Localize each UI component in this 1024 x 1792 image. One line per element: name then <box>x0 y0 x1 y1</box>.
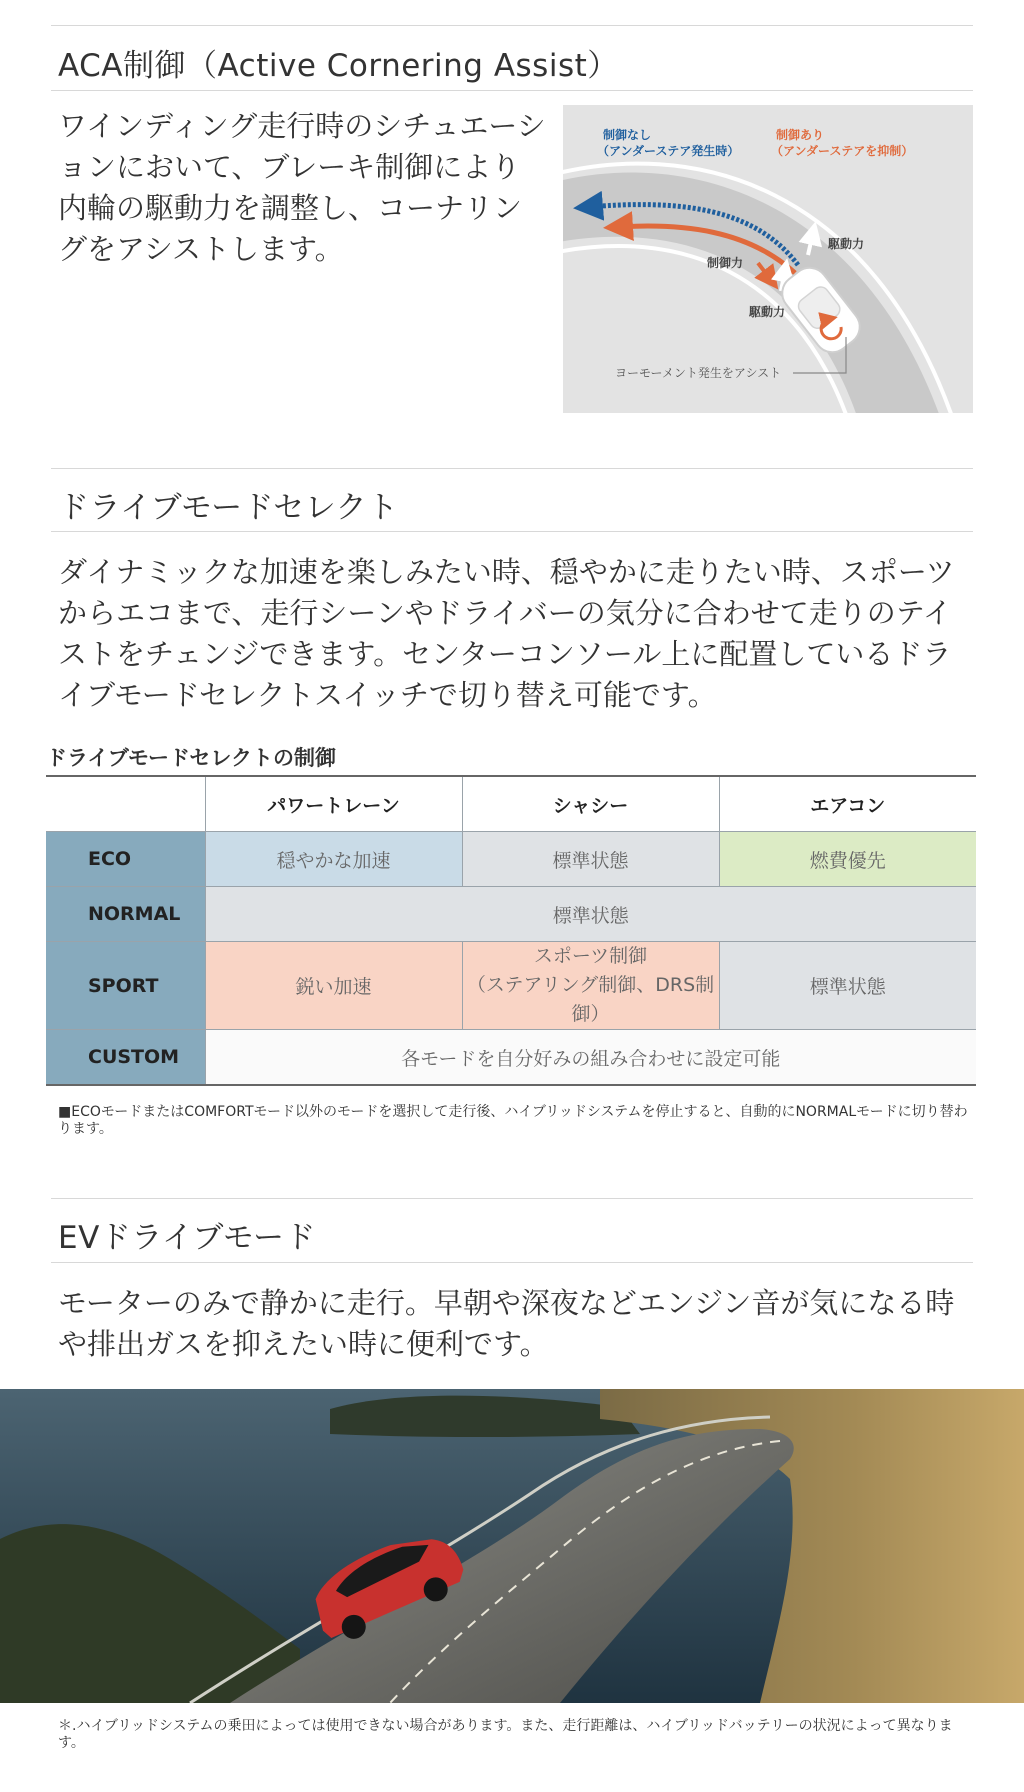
cell-sport-chassis-line2: （ステアリング制御、DRS制御） <box>466 974 715 1025</box>
table-corner-cell <box>46 776 205 832</box>
label-with-control-sub: （アンダーステアを抑制） <box>771 144 914 158</box>
label-drive-force-bottom: 駆動力 <box>749 305 786 319</box>
cell-custom-all: 各モードを自分好みの組み合わせに設定可能 <box>205 1030 976 1086</box>
drive-mode-table <box>46 775 976 1086</box>
ev-footnote: ＊.ハイブリッドシステムの乗田によっては使用できない場合があります。また、走行距離は、ハイブリッドバッテリーの状況によって異なります。 <box>58 1718 953 1751</box>
table-header-row <box>46 776 976 832</box>
divider <box>51 90 973 91</box>
divider <box>51 1262 973 1263</box>
aca-diagram <box>563 105 973 413</box>
label-control-force: 制御力 <box>707 256 744 270</box>
table-row <box>46 832 976 887</box>
table-row <box>46 942 976 1030</box>
section-heading-ev-mode: EVドライブモード <box>58 1220 316 1256</box>
cell-eco-chassis: 標準状態 <box>462 832 719 887</box>
label-drive-force-top: 駆動力 <box>828 237 865 251</box>
column-header-powertrain: パワートレーン <box>205 776 462 832</box>
cell-sport-powertrain: 鋭い加速 <box>205 942 462 1030</box>
row-header-normal: NORMAL <box>46 887 205 942</box>
cell-sport-chassis-line1: スポーツ制御 <box>533 945 648 967</box>
section-heading-drive-mode: ドライブモードセレクト <box>58 490 399 526</box>
label-yaw-assist: ヨーモーメント発生をアシスト <box>615 366 782 380</box>
coastal-road-photo <box>0 1389 1024 1703</box>
column-header-aircon: エアコン <box>719 776 976 832</box>
table-row <box>46 887 976 942</box>
column-header-chassis: シャシー <box>462 776 719 832</box>
coastal-road-photo-svg <box>0 1389 1024 1703</box>
cell-sport-chassis <box>462 942 719 1030</box>
label-without-control-sub: （アンダーステア発生時） <box>597 144 740 158</box>
cell-normal-all: 標準状態 <box>205 887 976 942</box>
table-title: ドライブモードセレクトの制御 <box>46 746 337 770</box>
label-with-control: 制御あり <box>776 128 825 142</box>
divider <box>51 468 973 469</box>
row-header-custom: CUSTOM <box>46 1030 205 1086</box>
row-header-sport: SPORT <box>46 942 205 1030</box>
ev-mode-description: モーターのみで静かに走行。早朝や深夜などエンジン音が気になる時や排出ガスを抑えたい時に便利です。 <box>58 1286 955 1361</box>
divider <box>51 531 973 532</box>
divider <box>51 25 973 26</box>
divider <box>51 1198 973 1199</box>
table-row <box>46 1030 976 1086</box>
cell-sport-aircon: 標準状態 <box>719 942 976 1030</box>
label-without-control: 制御なし <box>603 128 652 142</box>
drive-mode-description: ダイナミックな加速を楽しみたい時、穏やかに走りたい時、スポーツからエコまで、走行シーンやドライバーの気分に合わせて走りのテイストをチェンジできます。センターコンソール上に配置しているドライブモードセレクトスイッチで切り替え可能です。 <box>58 555 955 712</box>
aca-description: ワインディング走行時のシチュエーションにおいて、ブレーキ制御により内輪の駆動力を調整し、コーナリングをアシストします。 <box>58 109 546 266</box>
drive-mode-note: ■ECOモードまたはCOMFORTモード以外のモードを選択して走行後、ハイブリッドシステムを停止すると、自動的にNORMALモードに切り替わります。 <box>58 1104 968 1137</box>
cell-eco-aircon: 燃費優先 <box>719 832 976 887</box>
row-header-eco: ECO <box>46 832 205 887</box>
section-heading-aca: ACA制御（Active Cornering Assist） <box>58 48 619 84</box>
cell-eco-powertrain: 穏やかな加速 <box>205 832 462 887</box>
aca-diagram-svg <box>563 105 973 413</box>
